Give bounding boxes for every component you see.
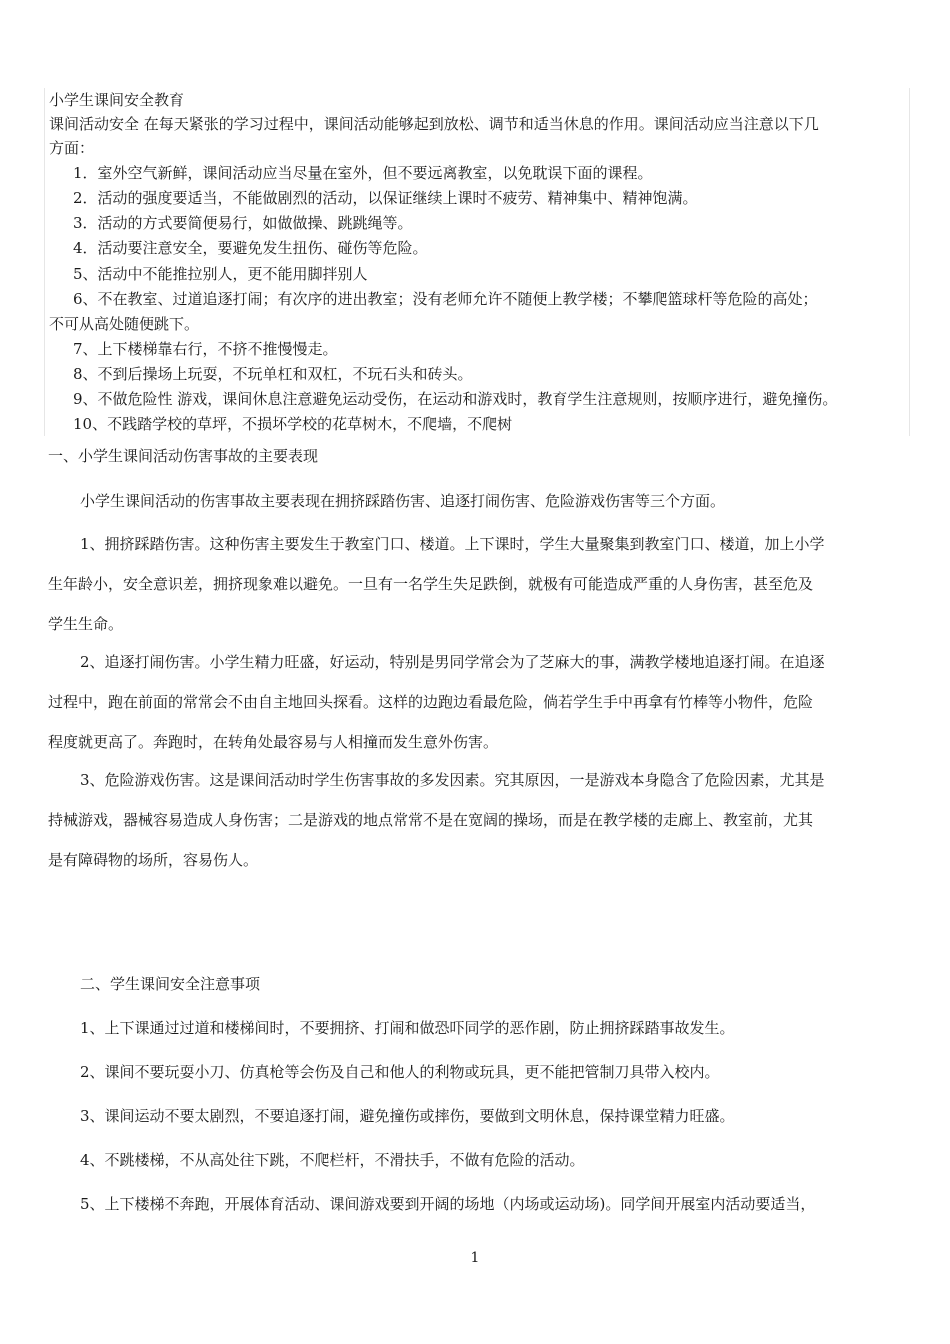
section-2-heading: 二、学生课间安全注意事项	[80, 975, 261, 993]
section-1-intro	[48, 481, 908, 521]
box-line: 5、活动中不能推拉别人，更不能用脚拌别人	[73, 265, 368, 283]
safety-item: 3、课间运动不要太剧烈，不要追逐打闹，避免撞伤或摔伤，要做到文明休息，保持课堂精力旺盛。	[80, 1107, 735, 1125]
page-number: 1	[470, 1250, 480, 1266]
box-line: 不可从高处随便跳下。	[49, 315, 200, 333]
safety-item: 2、课间不要玩耍小刀、仿真枪等会伤及自己和他人的利物或玩具，更不能把管制刀具带入校内。	[80, 1063, 720, 1081]
box-line: 9、不做危险性 游戏，课间休息注意避免运动受伤，在运动和游戏时，教育学生注意规则，按顺序进行，避免撞伤。	[73, 390, 838, 408]
paragraph-line: 1、拥挤踩踏伤害。这种伤害主要发生于教室门口、楼道。上下课时，学生大量聚集到教室门口、楼道，加上小学	[80, 535, 825, 553]
box-line: 课间活动安全 在每天紧张的学习过程中，课间活动能够起到放松、调节和适当休息的作用。课间活动应当注意以下几	[49, 115, 819, 133]
box-line: 2．活动的强度要适当，不能做剧烈的活动，以保证继续上课时不疲劳、精神集中、精神饱满。	[73, 189, 698, 207]
paragraph-line: 3、危险游戏伤害。这是课间活动时学生伤害事故的多发因素。究其原因，一是游戏本身隐含了危险因素，尤其是	[80, 771, 825, 789]
section-1-heading: 一、小学生课间活动伤害事故的主要表现	[48, 447, 319, 465]
paragraph-line: 是有障碍物的场所，容易伤人。	[48, 851, 259, 869]
safety-item: 4、不跳楼梯，不从高处往下跳，不爬栏杆，不滑扶手，不做有危险的活动。	[80, 1151, 585, 1169]
box-line: 7、上下楼梯靠右行，不挤不推慢慢走。	[73, 340, 338, 358]
box-line: 1．室外空气新鲜，课间活动应当尽量在室外，但不要远离教室，以免耽误下面的课程。	[73, 164, 653, 182]
paragraph-line: 小学生课间活动的伤害事故主要表现在拥挤踩踏伤害、追逐打闹伤害、危险游戏伤害等三个方面。	[80, 492, 726, 510]
paragraph-line: 2、追逐打闹伤害。小学生精力旺盛，好运动，特别是男同学常会为了芝麻大的事，满教学楼地追逐打闹。在追逐	[80, 653, 825, 671]
box-line: 3．活动的方式要简便易行，如做做操、跳跳绳等。	[73, 214, 413, 232]
paragraph-line: 程度就更高了。奔跑时，在转角处最容易与人相撞而发生意外伤害。	[48, 733, 499, 751]
paragraph-line: 过程中，跑在前面的常常会不由自主地回头探看。这样的边跑边看最危险，倘若学生手中再拿有竹棒等小物件，危险	[48, 693, 814, 711]
box-line: 4．活动要注意安全，要避免发生扭伤、碰伤等危险。	[73, 239, 428, 257]
paragraph-line: 生年龄小，安全意识差，拥挤现象难以避免。一旦有一名学生失足跌倒，就极有可能造成严重的人身伤害，甚至危及	[48, 575, 814, 593]
paragraph-line: 学生生命。	[48, 615, 124, 633]
box-line: 方面：	[49, 139, 95, 157]
paragraph-line: 持械游戏，器械容易造成人身伤害；二是游戏的地点常常不是在宽阔的操场，而是在教学楼的走廊上、教室前，尤其	[48, 811, 814, 829]
paragraph-dangerous-games	[48, 760, 908, 880]
safety-item: 5、上下楼梯不奔跑，开展体育活动、课间游戏要到开阔的场地（内场或运动场)。同学间开展室内活动要适当，	[80, 1195, 816, 1213]
paragraph-crowding	[48, 524, 908, 644]
intro-text-box	[44, 88, 910, 436]
box-line: 10、不践踏学校的草坪，不损坏学校的花草树木，不爬墙，不爬树	[73, 415, 513, 433]
safety-item: 1、上下课通过过道和楼梯间时，不要拥挤、打闹和做恐吓同学的恶作剧，防止拥挤踩踏事故发生。	[80, 1019, 735, 1037]
document-title: 小学生课间安全教育	[49, 91, 185, 109]
box-line: 6、不在教室、过道追逐打闹；有次序的进出教室；没有老师允许不随便上教学楼；不攀爬篮球杆等危险的高处；	[73, 290, 818, 308]
paragraph-chasing	[48, 642, 908, 762]
box-line: 8、不到后操场上玩耍，不玩单杠和双杠，不玩石头和砖头。	[73, 365, 473, 383]
